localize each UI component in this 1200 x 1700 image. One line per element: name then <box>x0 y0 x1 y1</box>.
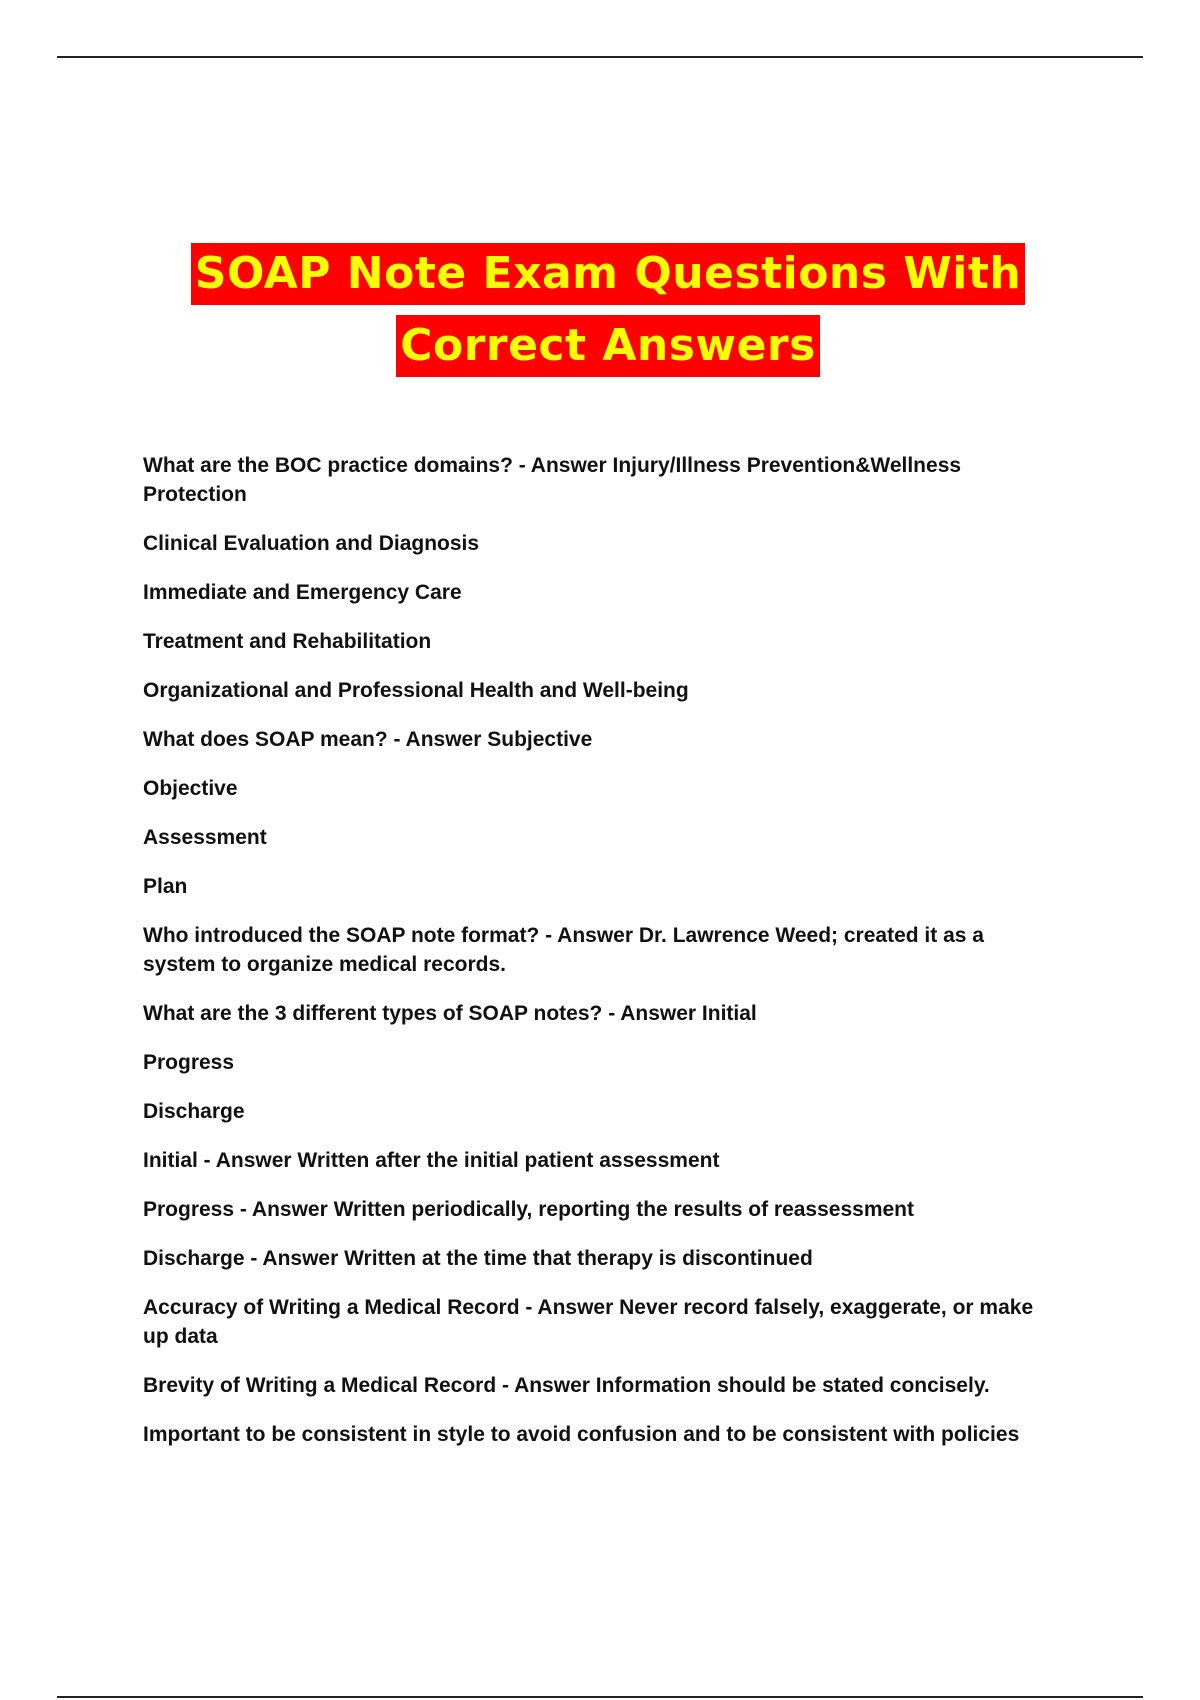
qa-item: Discharge <box>143 1100 245 1123</box>
qa-item: Assessment <box>143 826 267 849</box>
top-rule <box>57 56 1143 58</box>
title-line-1: SOAP Note Exam Questions With <box>191 243 1025 305</box>
qa-item: Progress <box>143 1051 235 1074</box>
qa-item: What does SOAP mean? - Answer Subjective <box>143 728 593 751</box>
qa-item: Accuracy of Writing a Medical Record - Answer Never record falsely, exaggerate, or make up data <box>143 1296 1034 1348</box>
bottom-rule <box>57 1696 1143 1698</box>
qa-item: Progress - Answer Written periodically, reporting the results of reassessment <box>143 1198 915 1221</box>
title-line-2: Correct Answers <box>396 315 820 377</box>
qa-item: Immediate and Emergency Care <box>143 581 462 604</box>
qa-item: Clinical Evaluation and Diagnosis <box>143 532 480 555</box>
qa-item: What are the BOC practice domains? - Answer Injury/Illness Prevention&Wellness Protection <box>143 454 962 506</box>
qa-item: Who introduced the SOAP note format? - Answer Dr. Lawrence Weed; created it as a system to organize medical records. <box>143 924 984 976</box>
qa-item: Brevity of Writing a Medical Record - Answer Information should be stated concisely. <box>143 1374 990 1397</box>
qa-item: Objective <box>143 777 238 800</box>
qa-item: What are the 3 different types of SOAP notes? - Answer Initial <box>143 1002 757 1025</box>
document-title <box>0 243 1200 377</box>
qa-item: Initial - Answer Written after the initial patient assessment <box>143 1149 720 1172</box>
qa-item: Organizational and Professional Health and Well-being <box>143 679 689 702</box>
qa-item: Treatment and Rehabilitation <box>143 630 432 653</box>
qa-item: Important to be consistent in style to avoid confusion and to be consistent with policies <box>143 1423 1020 1446</box>
qa-item: Plan <box>143 875 188 898</box>
qa-list <box>143 451 1103 1469</box>
qa-item: Discharge - Answer Written at the time that therapy is discontinued <box>143 1247 813 1270</box>
